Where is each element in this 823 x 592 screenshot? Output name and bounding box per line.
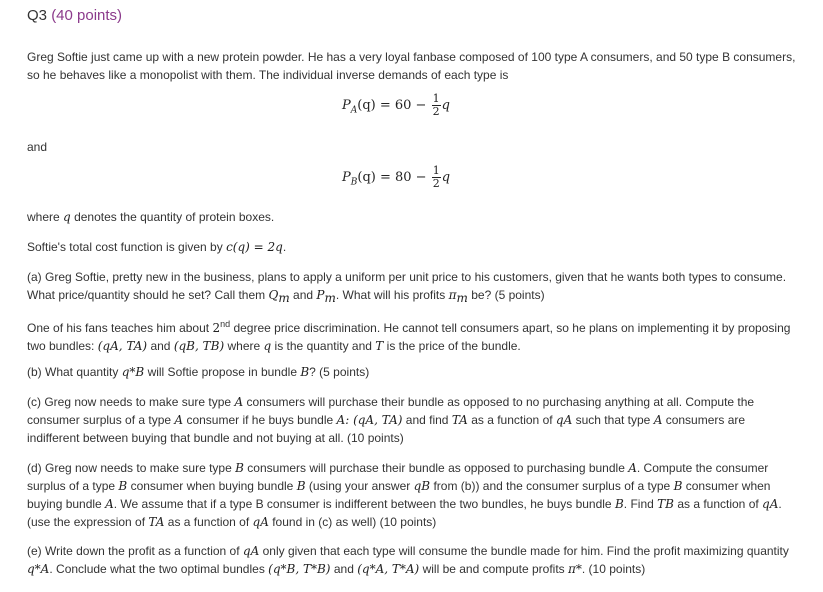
part-e-v2: q*A: [27, 562, 50, 576]
part-b-t1: (b) What quantity: [27, 365, 119, 379]
fans-t2: degree price discrimination. He cannot tell consumers apart, so he plans on implementing it by proposing two bundles:: [27, 321, 791, 353]
part-e-t3: . Conclude what the two optimal bundles: [49, 562, 265, 576]
fans-t1: One of his fans teaches him about: [27, 321, 210, 335]
demand-equation-a: [342, 93, 450, 118]
where-var: q: [63, 210, 71, 224]
part-d-v7: A: [105, 497, 114, 511]
demand-equation-b: [342, 165, 450, 190]
part-d-t8: . We assume that if a type B consumer is indifferent between the two bundles, he buys bundle: [113, 497, 612, 511]
eq-b-sub: B: [350, 177, 358, 188]
part-b-t2: will Softie propose in bundle: [147, 365, 297, 379]
part-e-t6: . (10 points): [581, 562, 646, 576]
part-b-v1: q*B: [121, 365, 145, 379]
fans-t6: is the price of the bundle.: [386, 339, 521, 353]
fans-paragraph: [27, 315, 797, 355]
fans-sup-base: 2: [212, 321, 221, 335]
question-title: [27, 7, 122, 24]
cost-pre: Softie's total cost function is given by: [27, 240, 223, 254]
eq-b-den: 2: [432, 177, 440, 190]
part-b-t3: ? (5 points): [309, 365, 370, 379]
part-a-v1: Q: [268, 288, 279, 302]
part-d-v10: qA: [762, 497, 779, 511]
part-a-paragraph: [27, 268, 797, 308]
part-e-paragraph: [27, 542, 797, 578]
part-d-v6: B: [673, 479, 683, 493]
part-a-v2s: m: [324, 291, 336, 306]
part-b-v2: B: [300, 365, 310, 379]
part-e-t1: (e) Write down the profit as a function of: [27, 544, 240, 558]
part-e-v3: (q*B, T*B): [268, 562, 331, 576]
part-d-v11: TA: [148, 515, 165, 529]
where-paragraph: [27, 208, 797, 226]
part-a-v3: π: [448, 288, 457, 302]
part-c-t7: consumers are indifferent between buying that bundle and not buying at all. (10 points): [27, 413, 746, 445]
fans-sup: nd: [220, 319, 231, 329]
part-d-v8: B: [614, 497, 624, 511]
eq-a-sub: A: [350, 105, 358, 116]
fans-bundle-b: (qB, TB): [173, 339, 225, 353]
cost-post: .: [282, 240, 287, 254]
part-d-t10: as a function of: [677, 497, 759, 511]
part-d-t6: from (b)) and the consumer surplus of a type: [433, 479, 671, 493]
part-d-t3: . Compute the consumer surplus of a type: [27, 461, 769, 493]
part-d-v1: B: [235, 461, 244, 475]
eq-a-den: 2: [432, 105, 440, 118]
part-c-v1: A: [234, 395, 244, 409]
part-e-v4: (q*A, T*A): [357, 562, 420, 576]
part-c-t6: such that type: [575, 413, 651, 427]
part-a-t1: (a) Greg Softie, pretty new in the business, plans to apply a uniform per unit price to his customers, given that he wants both types to consume. What price/quantity should he set? Call them: [27, 270, 787, 302]
part-d-t2: consumers will purchase their bundle as opposed to purchasing bundle: [247, 461, 625, 475]
part-d-t7: consumer when buying bundle: [27, 479, 771, 511]
fans-bundle-a: (qA, TA): [97, 339, 148, 353]
question-label: Q3: [27, 7, 48, 24]
part-d-t12: as a function of: [167, 515, 250, 529]
part-a-t3: . What will his profits: [335, 288, 446, 302]
eq-a-tail: q: [441, 98, 450, 113]
part-d-t1: (d) Greg now needs to make sure type: [27, 461, 232, 475]
part-a-v2: P: [316, 288, 325, 302]
part-c-v3: A: (qA, TA): [336, 413, 403, 427]
part-e-t2: only given that each type will consume the bundle made for him. Find the profit maximizing quantity: [262, 544, 789, 558]
part-d-t13: found in (c) as well) (10 points): [272, 515, 437, 529]
part-d-v9: TB: [657, 497, 674, 511]
part-d-v12: qA: [252, 515, 269, 529]
part-a-t4: be? (5 points): [471, 288, 545, 302]
fans-v2: T: [375, 339, 384, 353]
eq-a-num: 1: [432, 92, 440, 105]
part-d-t11: . (use the expression of: [27, 497, 782, 529]
fans-t3: and: [150, 339, 171, 353]
part-d-v4: B: [296, 479, 306, 493]
eq-b-lhs: P: [342, 170, 351, 185]
eq-b-num: 1: [432, 164, 440, 177]
part-c-v5: qA: [555, 413, 573, 427]
intro-paragraph: Greg Softie just came up with a new protein powder. He has a very loyal fanbase composed of 100 type A consumers, and 50 type B consumers, so he behaves like a monopolist with them. The individual inverse demands of each type is: [27, 50, 796, 82]
part-c-t1: (c) Greg now needs to make sure type: [27, 395, 232, 409]
part-c-v2: A: [174, 413, 184, 427]
part-b-paragraph: [27, 363, 797, 381]
eq-b-arg: (q) = 80 −: [357, 170, 427, 185]
where-pre: where: [27, 210, 60, 224]
part-d-v3: B: [118, 479, 128, 493]
cost-expr: c(q) = 2q: [226, 240, 283, 254]
part-a-t2: and: [293, 288, 314, 302]
part-a-v1s: m: [278, 291, 290, 306]
part-c-t4: and find: [405, 413, 449, 427]
part-e-t4: and: [333, 562, 354, 576]
where-post: denotes the quantity of protein boxes.: [74, 210, 275, 224]
part-d-t9: . Find: [623, 497, 654, 511]
part-e-t5: will be and compute profits: [422, 562, 565, 576]
part-c-paragraph: [27, 393, 797, 447]
fans-t4: where: [227, 339, 261, 353]
part-a-v3s: m: [456, 291, 468, 306]
eq-a-lhs: P: [342, 98, 351, 113]
part-e-v5: π*: [568, 562, 582, 576]
part-c-t3: consumer if he buys bundle: [186, 413, 334, 427]
fans-v1: q: [263, 339, 272, 353]
part-c-v6: A: [653, 413, 663, 427]
fans-t5: is the quantity and: [274, 339, 372, 353]
part-e-v1: qA: [242, 544, 260, 558]
part-c-t5: as a function of: [471, 413, 553, 427]
part-c-t2: consumers will purchase their bundle as opposed to no purchasing anything at all. Compute the consumer surplus of a type: [27, 395, 755, 427]
part-d-t4: consumer when buying bundle: [130, 479, 294, 493]
eq-a-arg: (q) = 60 −: [357, 98, 427, 113]
part-c-v4: TA: [451, 413, 468, 427]
eq-b-tail: q: [441, 170, 451, 185]
part-d-v5: qB: [413, 479, 431, 493]
and-text: and: [27, 140, 48, 154]
part-d-paragraph: [27, 459, 797, 531]
part-d-v2: A: [628, 461, 637, 475]
cost-paragraph: [27, 238, 797, 256]
part-d-t5: (using your answer: [308, 479, 411, 493]
question-points: (40 points): [51, 7, 123, 24]
